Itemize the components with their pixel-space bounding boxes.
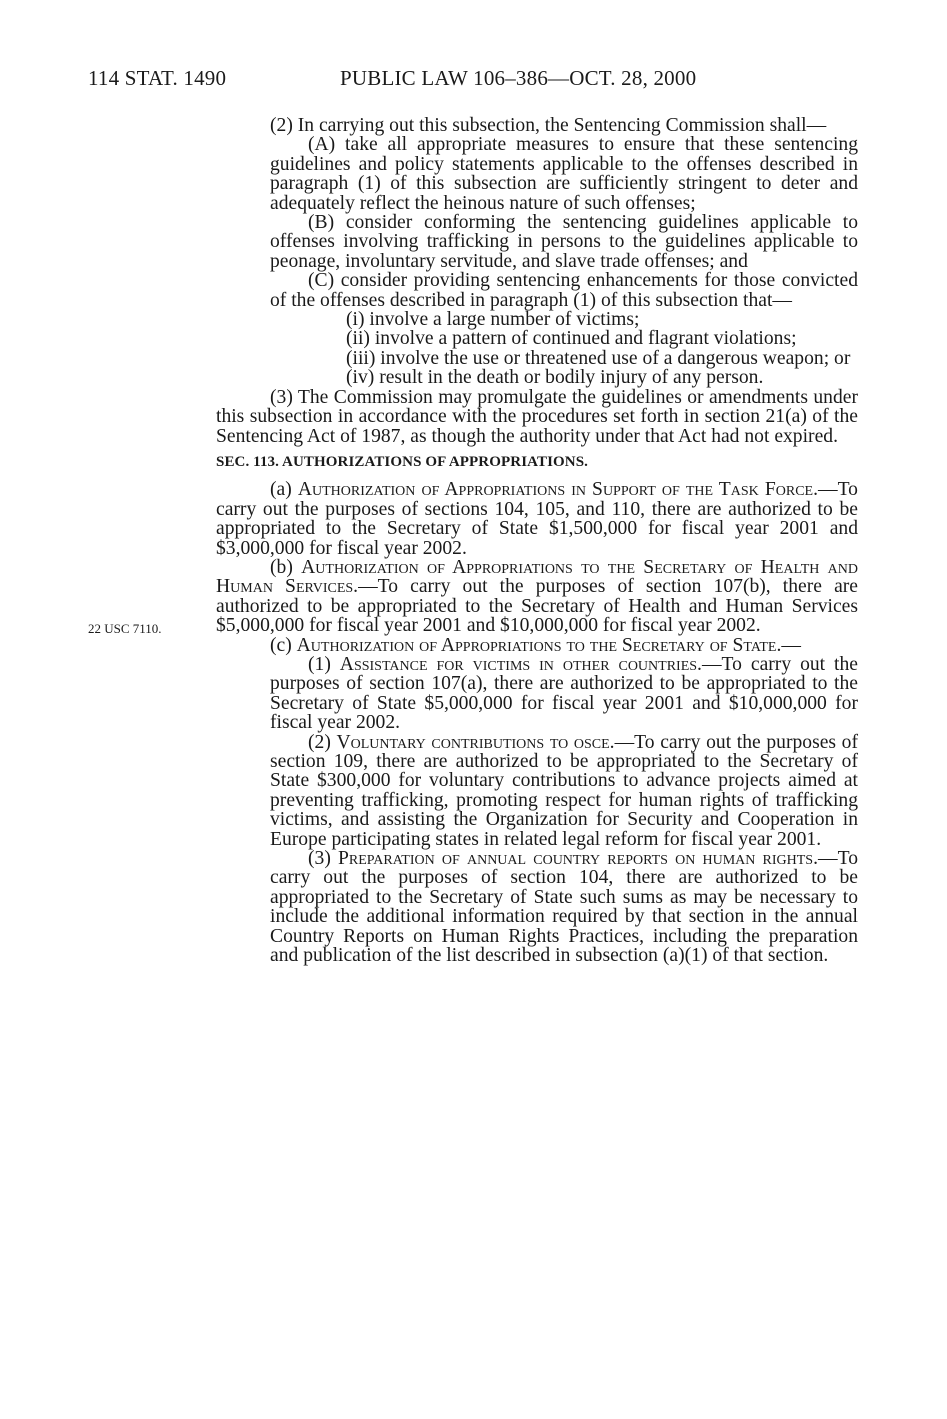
section-heading: SEC. 113. AUTHORIZATIONS OF APPROPRIATIONS. <box>216 453 588 470</box>
paragraph-c1-text: —To carry out the purposes of section 107(a), there are authorized to be appropriated to the Secretary of State $5,000,000 for fiscal year 2001 and $10,000,000 for fiscal year 2002. <box>270 653 858 734</box>
paragraph-c2-label: (2) <box>308 731 337 753</box>
subparagraph-A: (A) take all appropriate measures to ensure that these sentencing guidelines and policy statements applicable to the offenses described in paragraph (1) of this subsection are sufficiently stringent to deter and adequately reflect the heinous nature of such offenses; <box>270 134 858 214</box>
subsection-b-title: Authorization of Appropriations to the Secretary of Health and Human Services. <box>216 556 858 598</box>
subsection-a <box>216 480 858 558</box>
paragraph-c3-text: —To carry out the purposes of section 104, there are authorized to be appropriated to the Secretary of State such sums as may be necessary to include the additional information required by that section in the annual Country Reports on Human Rights Practices, including the preparation and publication of the list described in subsection (a)(1) of that section. <box>270 848 858 967</box>
document-body <box>216 116 858 965</box>
subsection-c-text: — <box>781 634 801 656</box>
subsection-b <box>216 558 858 636</box>
subsection-a-text: —To carry out the purposes of sections 104, 105, and 110, there are authorized to be appropriated to the Secretary of State $1,500,000 for fiscal year 2001 and $3,000,000 for fiscal year 2002. <box>216 479 858 559</box>
paragraph-2: (2) In carrying out this subsection, the Sentencing Commission shall— <box>270 115 827 136</box>
subsection-c-title: Authorization of Appropriations to the Secretary of State. <box>296 634 782 656</box>
paragraph-c2 <box>216 733 858 849</box>
subparagraph-C: (C) consider providing sentencing enhancements for those convicted of the offenses described in paragraph (1) of this subsection that— <box>270 270 858 311</box>
running-header-title: PUBLIC LAW 106–386—OCT. 28, 2000 <box>340 66 697 90</box>
subsection-b-label: (b) <box>270 556 302 578</box>
paragraph-c1 <box>216 655 858 733</box>
running-header-stat: 114 STAT. 1490 <box>88 66 227 90</box>
paragraph-c3 <box>216 849 858 965</box>
subsection-c-label: (c) <box>270 634 297 656</box>
paragraph-c3-title: Preparation of annual country reports on human rights. <box>338 848 818 870</box>
subsection-a-label: (a) <box>270 479 298 501</box>
paragraph-c1-title: Assistance for victims in other countries. <box>339 653 702 675</box>
paragraph-c2-text: —To carry out the purposes of section 109, there are authorized to be appropriated to the Secretary of State $300,000 for voluntary contributions to advance projects aimed at preventing trafficking, promoting respect for human rights of trafficking victims, and assisting the Organization for Security and Cooperation in Europe participating states in related legal reform for fiscal year 2001. <box>270 731 858 850</box>
paragraph-3: (3) The Commission may promulgate the guidelines or amendments under this subsection in accordance with the procedures set forth in section 21(a) of the Sentencing Act of 1987, as though the authority under that Act had not expired. <box>216 386 858 447</box>
paragraph-c2-title: Voluntary contributions to osce. <box>336 731 615 753</box>
clause-iv: (iv) result in the death or bodily injury of any person. <box>346 367 764 389</box>
subsection-a-title: Authorization of Appropriations in Support of the Task Force. <box>297 479 818 501</box>
clause-i: (i) involve a large number of victims; <box>346 309 640 331</box>
subsection-b-text: —To carry out the purposes of section 107(b), there are authorized to be appropriated to the Secretary of Health and Human Services $5,000,000 for fiscal year 2001 and $10,000,000 for fiscal year 2002. <box>216 576 858 637</box>
subsection-c <box>216 636 858 655</box>
clause-ii: (ii) involve a pattern of continued and flagrant violations; <box>346 328 797 350</box>
clause-iii: (iii) involve the use or threatened use of a dangerous weapon; or <box>346 347 851 369</box>
paragraph-c3-label: (3) <box>308 848 339 870</box>
margin-note-usc: 22 USC 7110. <box>88 621 162 636</box>
paragraph-c1-label: (1) <box>308 653 340 675</box>
subparagraph-B: (B) consider conforming the sentencing guidelines applicable to offenses involving trafficking in persons to the guidelines applicable to peonage, involuntary servitude, and slave trade offenses; and <box>270 212 858 272</box>
